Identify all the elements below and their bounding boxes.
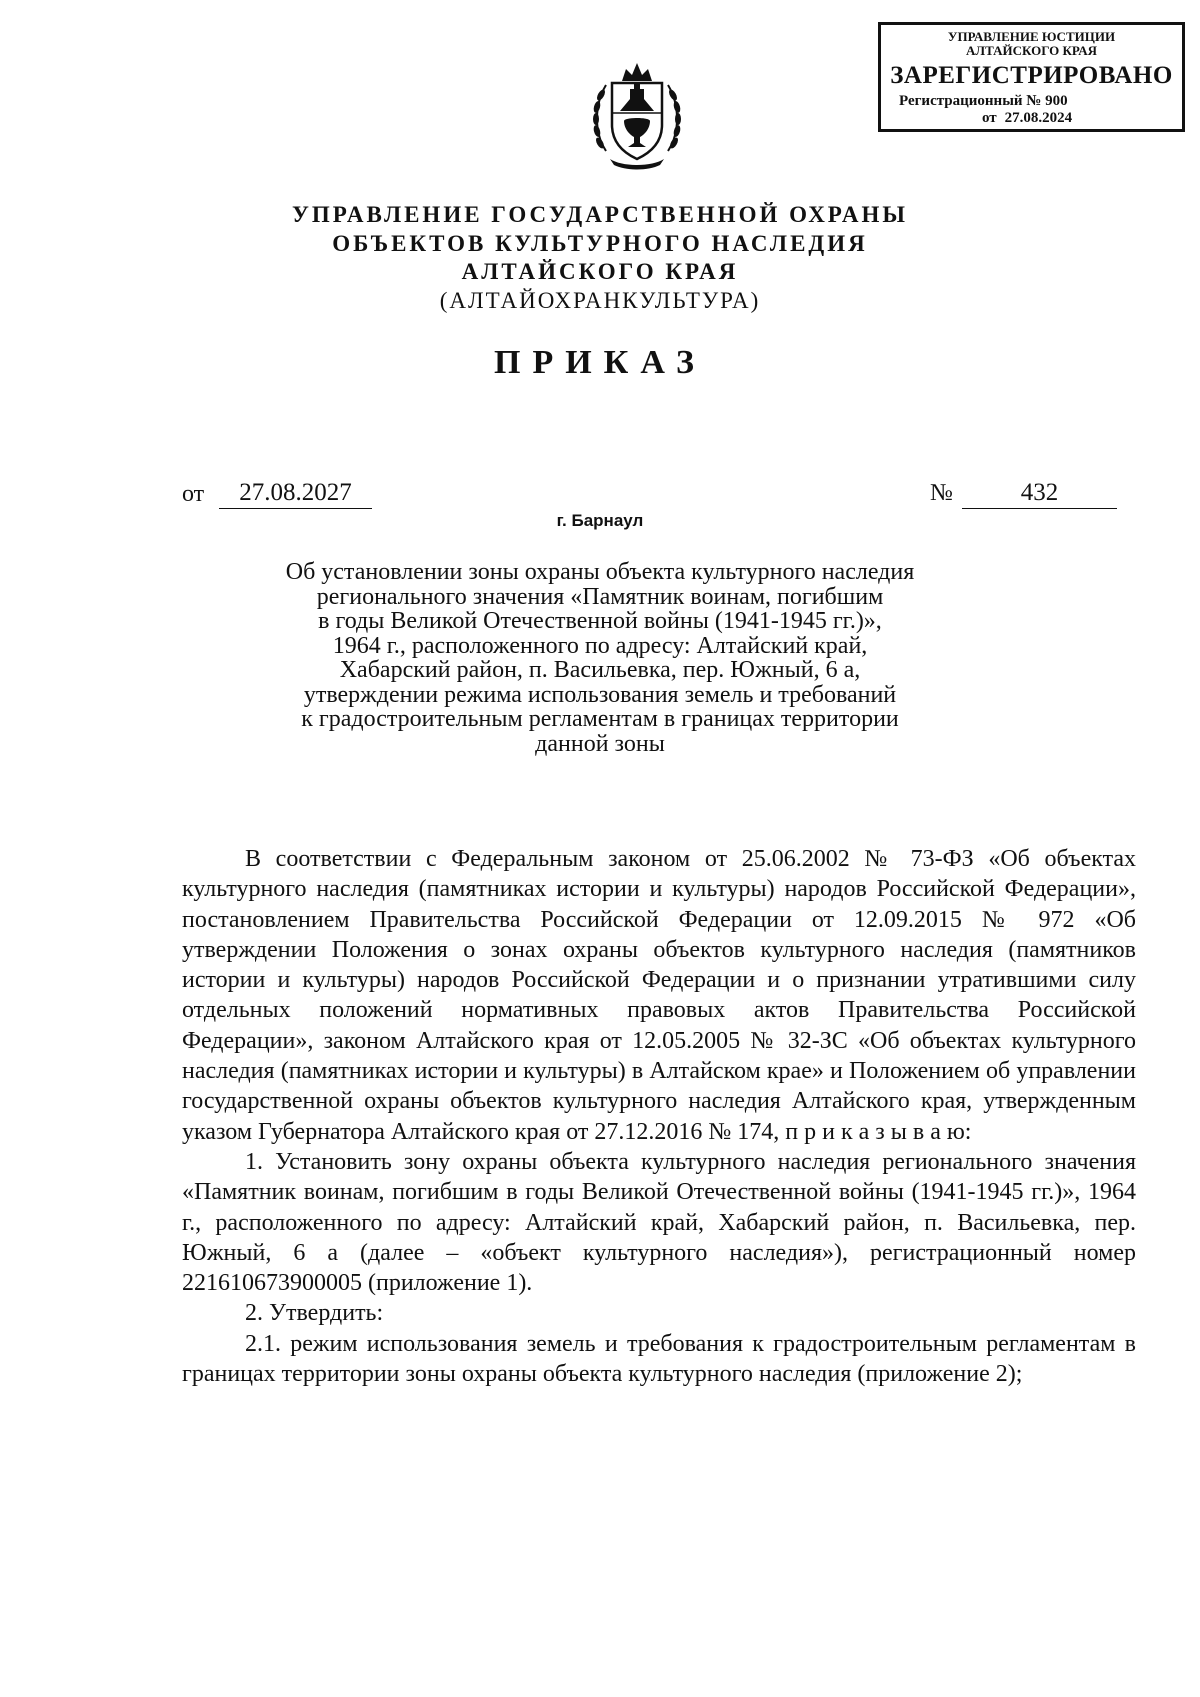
order-body bbox=[182, 844, 1136, 1389]
date-prefix: от bbox=[182, 481, 205, 507]
subject-line: Хабарский район, п. Васильевка, пер. Южный, 6 а, bbox=[339, 657, 861, 683]
clause-2-paragraph: 2. Утвердить: bbox=[245, 1300, 384, 1327]
org-name-line1: УПРАВЛЕНИЕ ГОСУДАРСТВЕННОЙ ОХРАНЫ bbox=[292, 202, 908, 227]
stamp-date: 27.08.2024 bbox=[1004, 110, 1073, 126]
altai-krai-coat-of-arms-icon bbox=[592, 55, 682, 173]
subject-line: данной зоны bbox=[535, 730, 665, 757]
org-name-line2: ОБЪЕКТОВ КУЛЬТУРНОГО НАСЛЕДИЯ bbox=[332, 231, 868, 256]
subject-line: Об установлении зоны охраны объекта культурного наследия bbox=[285, 559, 915, 585]
subject-line: 1964 г., расположенного по адресу: Алтайский край, bbox=[332, 632, 868, 659]
subject-line: утверждении режима использования земель и требований bbox=[303, 681, 897, 708]
stamp-line1: УПРАВЛЕНИЕ ЮСТИЦИИ bbox=[947, 29, 1116, 44]
document-type-title: ПРИКАЗ bbox=[494, 344, 706, 381]
stamp-reg-number: Регистрационный № 900 bbox=[899, 93, 1068, 109]
org-short-name: (АЛТАЙОХРАНКУЛЬТУРА) bbox=[439, 288, 761, 313]
number-sign: № bbox=[930, 480, 953, 506]
stamp-date-row bbox=[881, 110, 1182, 126]
registration-stamp bbox=[878, 22, 1185, 132]
order-subject bbox=[200, 560, 1000, 756]
clause-1-paragraph: 1. Установить зону охраны объекта культурного наследия регионального значения «Памятник воинам, погибшим в годы Великой Отечественной войны (1941-1945 гг.)», 1964 г., расположенного по адресу: Алтайский край, Хабарский район, п. Васильевка, пер. Южный, 6 а (далее – «объект культурного наследия»), регистрационный номер 221610673900005 (приложение 1). bbox=[182, 1148, 1136, 1297]
subject-line: к градостроительным регламентам в границах территории bbox=[301, 706, 899, 732]
city-name: г. Барнаул bbox=[556, 511, 644, 530]
stamp-title: ЗАРЕГИСТРИРОВАНО bbox=[890, 62, 1173, 89]
org-name-line3: АЛТАЙСКОГО КРАЯ bbox=[461, 259, 739, 284]
preamble-paragraph: В соответствии с Федеральным законом от 25.06.2002 № 73-ФЗ «Об объектах культурного наследия (памятниках истории и культуры) народов Российской Федерации», постановлением Правительства Российской Федерации от 12.09.2015 № 972 «Об утверждении Положения о зонах охраны объектов культурного наследия (памятников истории и культуры) народов Российской Федерации и о признании утратившими силу отдельных положений нормативных правовых актов Правительства Российской Федерации», законом Алтайского края от 12.05.2005 № 32-ЗС «Об объектах культурного наследия (памятниках истории и культуры) в Алтайском крае» и Положением об управлении государственной охраны объектов культурного наследия Алтайского края, утвержденным указом Губернатора Алтайского края от 27.12.2016 № 174, п р и к а з ы в а ю: bbox=[182, 846, 1136, 1145]
stamp-date-label: от bbox=[982, 110, 997, 126]
subject-line: в годы Великой Отечественной войны (1941-1945 гг.)», bbox=[318, 608, 882, 634]
order-number: 432 bbox=[962, 478, 1117, 509]
order-date: 27.08.2027 bbox=[219, 478, 372, 509]
subject-line: регионального значения «Памятник воинам, погибшим bbox=[316, 583, 884, 610]
clause-2-1-paragraph: 2.1. режим использования земель и требования к градостроительным регламентам в границах территории зоны охраны объекта культурного наследия (приложение 2); bbox=[182, 1330, 1136, 1388]
stamp-line2: АЛТАЙСКОГО КРАЯ bbox=[966, 43, 1097, 58]
